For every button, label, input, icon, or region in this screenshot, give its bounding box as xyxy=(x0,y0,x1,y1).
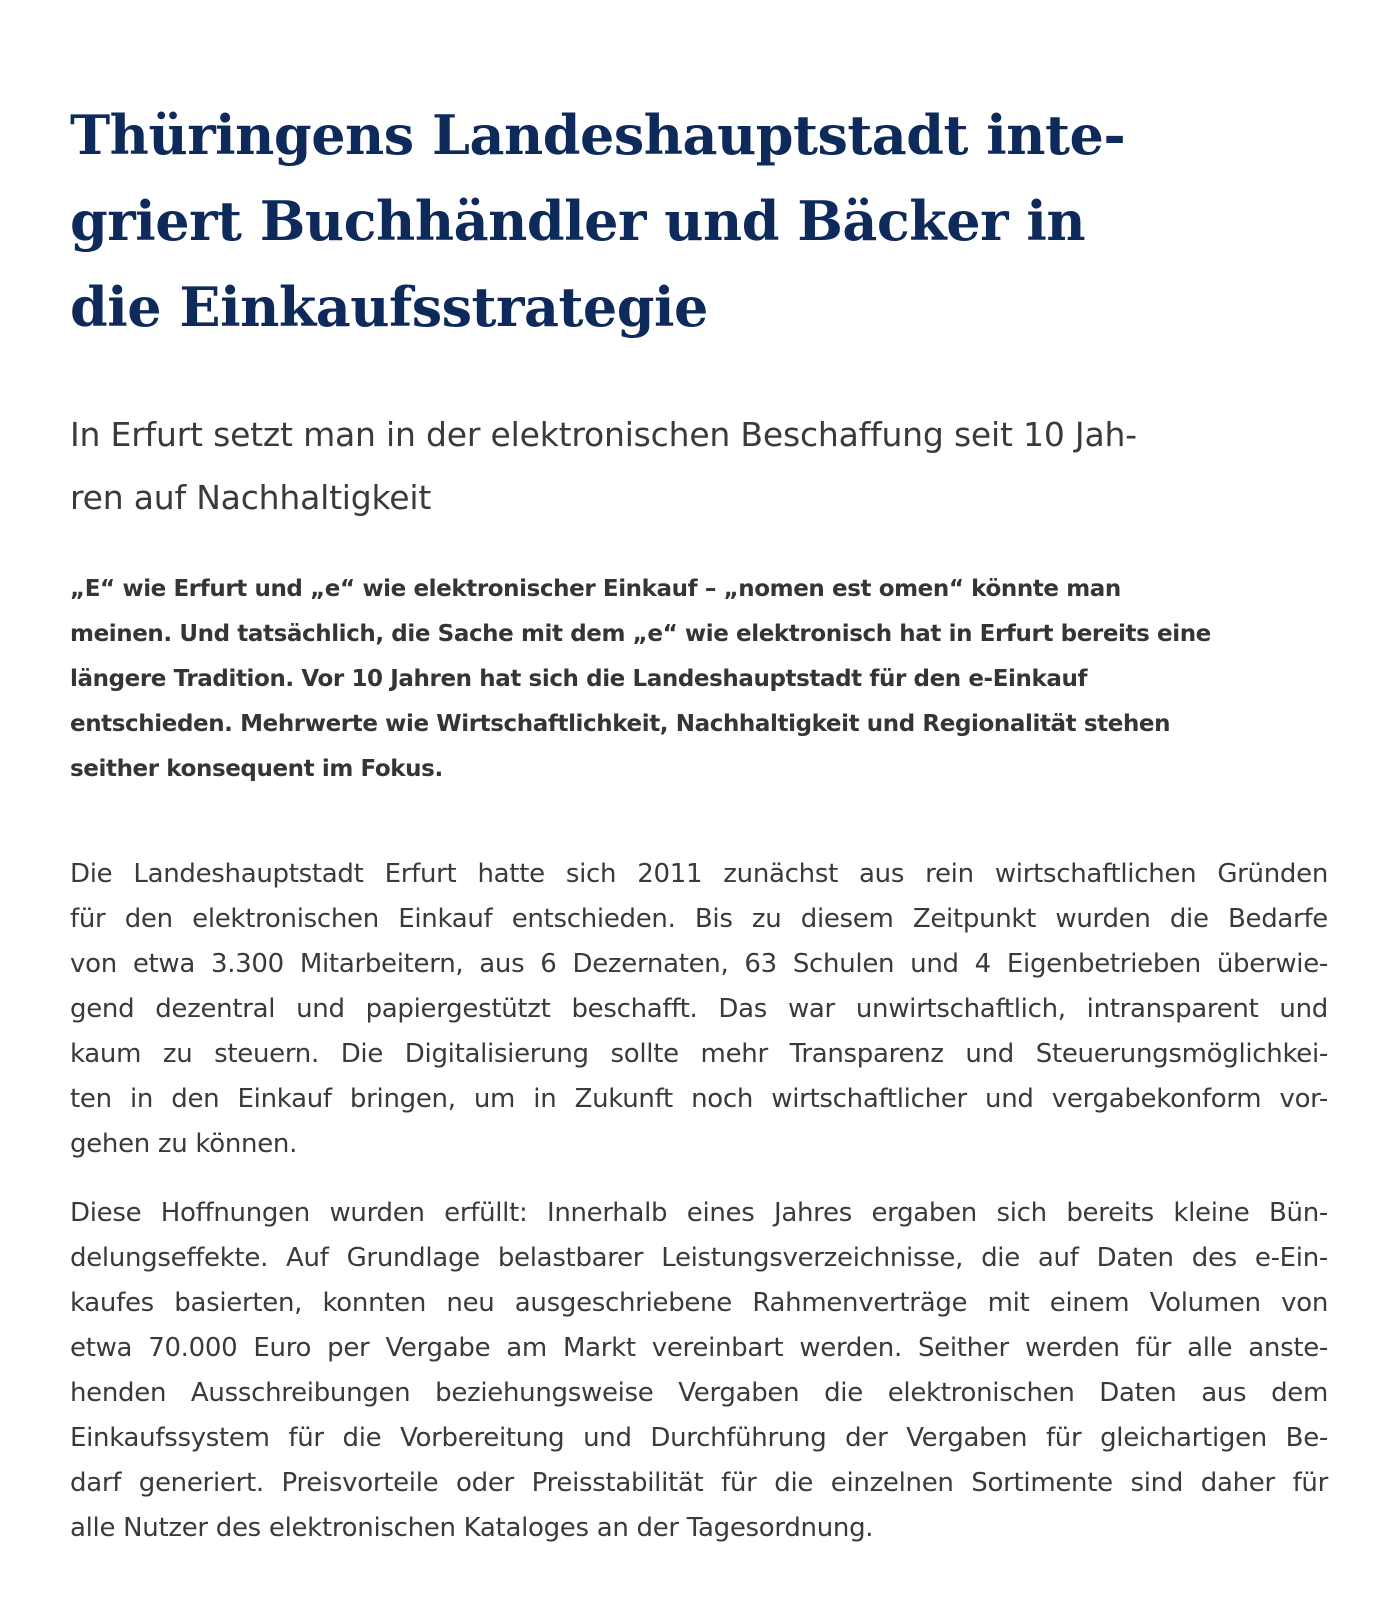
article-subtitle xyxy=(70,403,1328,529)
body-line: delungseffekte. Auf Grundlage belastbarer Leistungsverzeichnisse, die auf Daten des e-Ein- xyxy=(70,1243,1328,1273)
article-title xyxy=(70,92,1328,350)
subtitle-line: ren auf Nachhaltigkeit xyxy=(70,478,432,517)
title-line: Thüringens Landeshauptstadt inte- xyxy=(70,103,1126,167)
lead-line: entschieden. Mehrwerte wie Wirtschaftlichkeit, Nachhaltigkeit und Regionalität stehen xyxy=(70,711,1171,737)
body-line: Diese Hoffnungen wurden erfüllt: Innerhalb eines Jahres ergaben sich bereits kleine Bün- xyxy=(70,1198,1328,1228)
lead-line: „E“ wie Erfurt und „e“ wie elektronischer Einkauf – „nomen est omen“ könnte man xyxy=(70,576,1121,602)
article-lead xyxy=(70,567,1328,792)
body-paragraph-1 xyxy=(70,852,1328,1167)
lead-line: längere Tradition. Vor 10 Jahren hat sich die Landeshauptstadt für den e-Einkauf xyxy=(70,666,1088,692)
body-line: von etwa 3.300 Mitarbeitern, aus 6 Dezernaten, 63 Schulen und 4 Eigenbetrieben überwie- xyxy=(70,949,1328,979)
subtitle-line: In Erfurt setzt man in der elektronischen Beschaffung seit 10 Jah- xyxy=(70,415,1137,454)
body-line: gend dezentral und papiergestützt beschafft. Das war unwirtschaftlich, intransparent und xyxy=(70,994,1328,1024)
body-line: etwa 70.000 Euro per Vergabe am Markt vereinbart werden. Seither werden für alle anste- xyxy=(70,1333,1328,1363)
article xyxy=(70,92,1328,1551)
title-line: die Einkaufsstrategie xyxy=(70,275,708,339)
body-line: alle Nutzer des elektronischen Kataloges an der Tagesordnung. xyxy=(70,1513,874,1543)
body-line: ten in den Einkauf bringen, um in Zukunft noch wirtschaftlicher und vergabekonform vor- xyxy=(70,1084,1328,1114)
body-line: kaufes basierten, konnten neu ausgeschriebene Rahmenverträge mit einem Volumen von xyxy=(70,1288,1328,1318)
body-line: gehen zu können. xyxy=(70,1129,298,1159)
lead-line: seither konsequent im Fokus. xyxy=(70,756,443,782)
body-line: Die Landeshauptstadt Erfurt hatte sich 2011 zunächst aus rein wirtschaftlichen Gründen xyxy=(70,859,1328,889)
title-line: griert Buchhändler und Bäcker in xyxy=(70,189,1086,253)
body-line: Einkaufssystem für die Vorbereitung und Durchführung der Vergaben für gleichartigen Be- xyxy=(70,1423,1328,1453)
body-line: darf generiert. Preisvorteile oder Preisstabilität für die einzelnen Sortimente sind daher für xyxy=(70,1468,1328,1498)
body-paragraph-2 xyxy=(70,1191,1328,1551)
body-line: henden Ausschreibungen beziehungsweise Vergaben die elektronischen Daten aus dem xyxy=(70,1378,1328,1408)
body-line: kaum zu steuern. Die Digitalisierung sollte mehr Transparenz und Steuerungsmöglichkei- xyxy=(70,1039,1328,1069)
lead-line: meinen. Und tatsächlich, die Sache mit dem „e“ wie elektronisch hat in Erfurt bereits eine xyxy=(70,621,1211,647)
body-line: für den elektronischen Einkauf entschieden. Bis zu diesem Zeitpunkt wurden die Bedarfe xyxy=(70,904,1328,934)
